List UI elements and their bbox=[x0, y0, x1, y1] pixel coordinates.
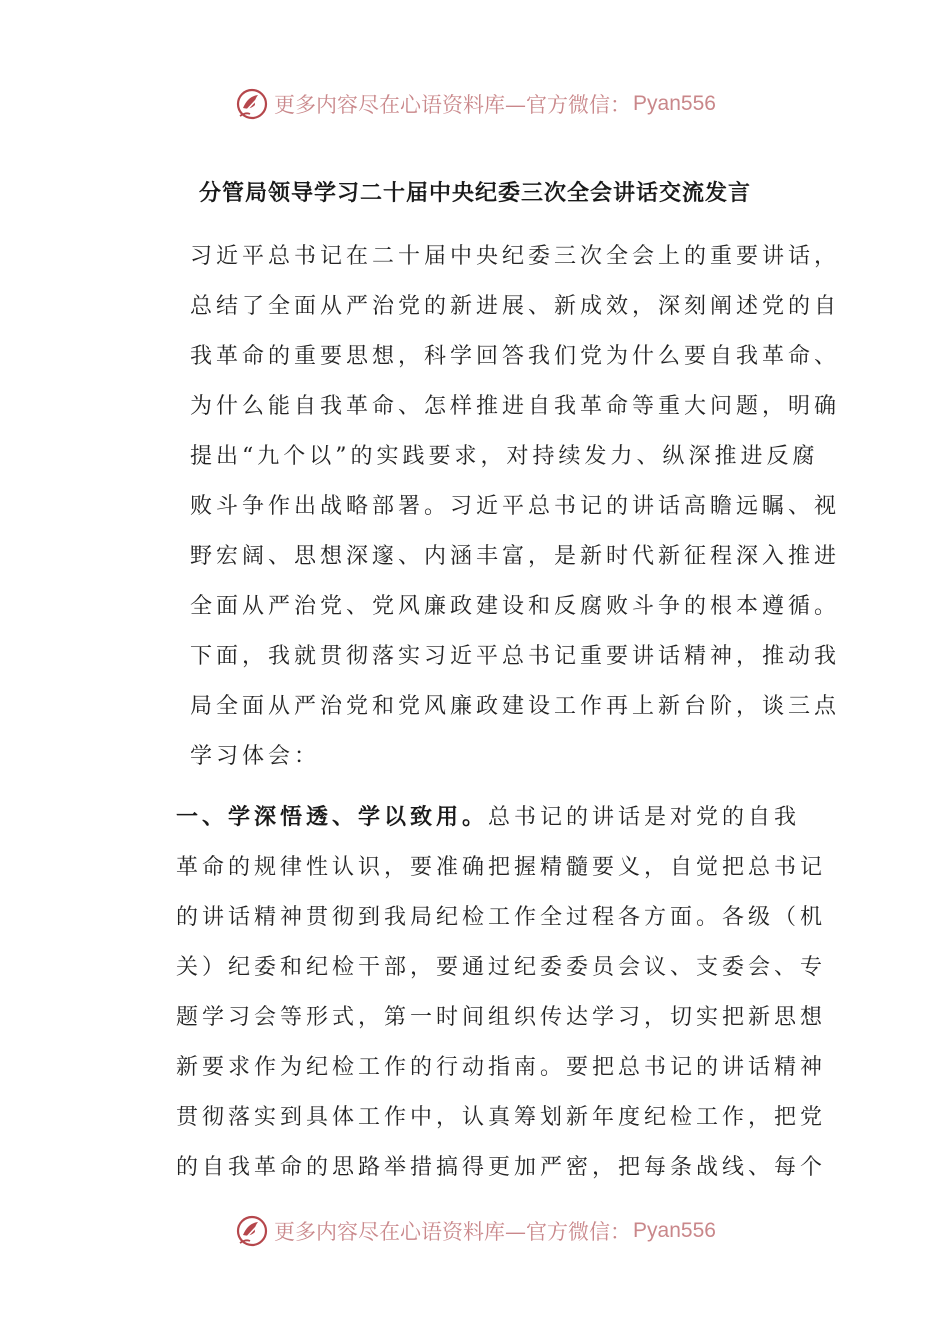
paragraph-line: 局全面从严治党和党风廉政建设工作再上新台阶，谈三点 bbox=[190, 694, 841, 719]
pen-swirl-logo-icon bbox=[234, 86, 270, 122]
paragraph-line: 习近平总书记在二十届中央纪委三次全会上的重要讲话， bbox=[190, 244, 841, 269]
section-heading: 一、学深悟透、学以致用。 bbox=[176, 804, 489, 830]
footer-banner bbox=[0, 1211, 950, 1251]
pen-swirl-logo-icon bbox=[234, 1213, 270, 1249]
header-banner bbox=[0, 84, 950, 124]
paragraph-line bbox=[146, 792, 806, 843]
banner-text: 更多内容尽在心语资料库—官方微信： bbox=[274, 93, 632, 117]
paragraph-text: 总书记的讲话是对党的自我 bbox=[488, 805, 801, 830]
paragraph-line: 的讲话精神贯彻到我局纪检工作全过程各方面。各级（机 bbox=[176, 905, 827, 930]
paragraph-line: 总结了全面从严治党的新进展、新成效，深刻阐述党的自 bbox=[190, 294, 841, 319]
paragraph-line: 下面，我就贯彻落实习近平总书记重要讲话精神，推动我 bbox=[190, 644, 841, 669]
banner-text: 更多内容尽在心语资料库—官方微信： bbox=[274, 1220, 632, 1244]
paragraph-line: 学习体会： bbox=[190, 744, 321, 769]
paragraph-intro bbox=[146, 232, 841, 782]
banner-wechat-id: Pyan556 bbox=[633, 92, 716, 115]
paragraph-line: 提出“九个以”的实践要求，对持续发力、纵深推进反腐 bbox=[190, 444, 819, 469]
paragraph-line: 革命的规律性认识，要准确把握精髓要义，自觉把总书记 bbox=[176, 855, 827, 880]
paragraph-line: 全面从严治党、党风廉政建设和反腐败斗争的根本遵循。 bbox=[190, 594, 841, 619]
document-title: 分管局领导学习二十届中央纪委三次全会讲话交流发言 bbox=[198, 180, 751, 206]
paragraph-line: 野宏阔、思想深邃、内涵丰富，是新时代新征程深入推进 bbox=[190, 544, 841, 569]
paragraph-point-one bbox=[146, 792, 827, 1193]
paragraph-line: 为什么能自我革命、怎样推进自我革命等重大问题，明确 bbox=[190, 394, 841, 419]
paragraph-line: 题学习会等形式，第一时间组织传达学习，切实把新思想 bbox=[176, 1005, 827, 1030]
paragraph-line: 我革命的重要思想，科学回答我们党为什么要自我革命、 bbox=[190, 344, 841, 369]
paragraph-line: 贯彻落实到具体工作中，认真筹划新年度纪检工作，把党 bbox=[176, 1105, 827, 1130]
banner-wechat-id: Pyan556 bbox=[633, 1219, 716, 1242]
paragraph-line: 败斗争作出战略部署。习近平总书记的讲话高瞻远瞩、视 bbox=[190, 494, 841, 519]
paragraph-line: 关）纪委和纪检干部，要通过纪委委员会议、支委会、专 bbox=[176, 955, 827, 980]
paragraph-line: 的自我革命的思路举措搞得更加严密，把每条战线、每个 bbox=[176, 1155, 827, 1180]
paragraph-line: 新要求作为纪检工作的行动指南。要把总书记的讲话精神 bbox=[176, 1055, 827, 1080]
